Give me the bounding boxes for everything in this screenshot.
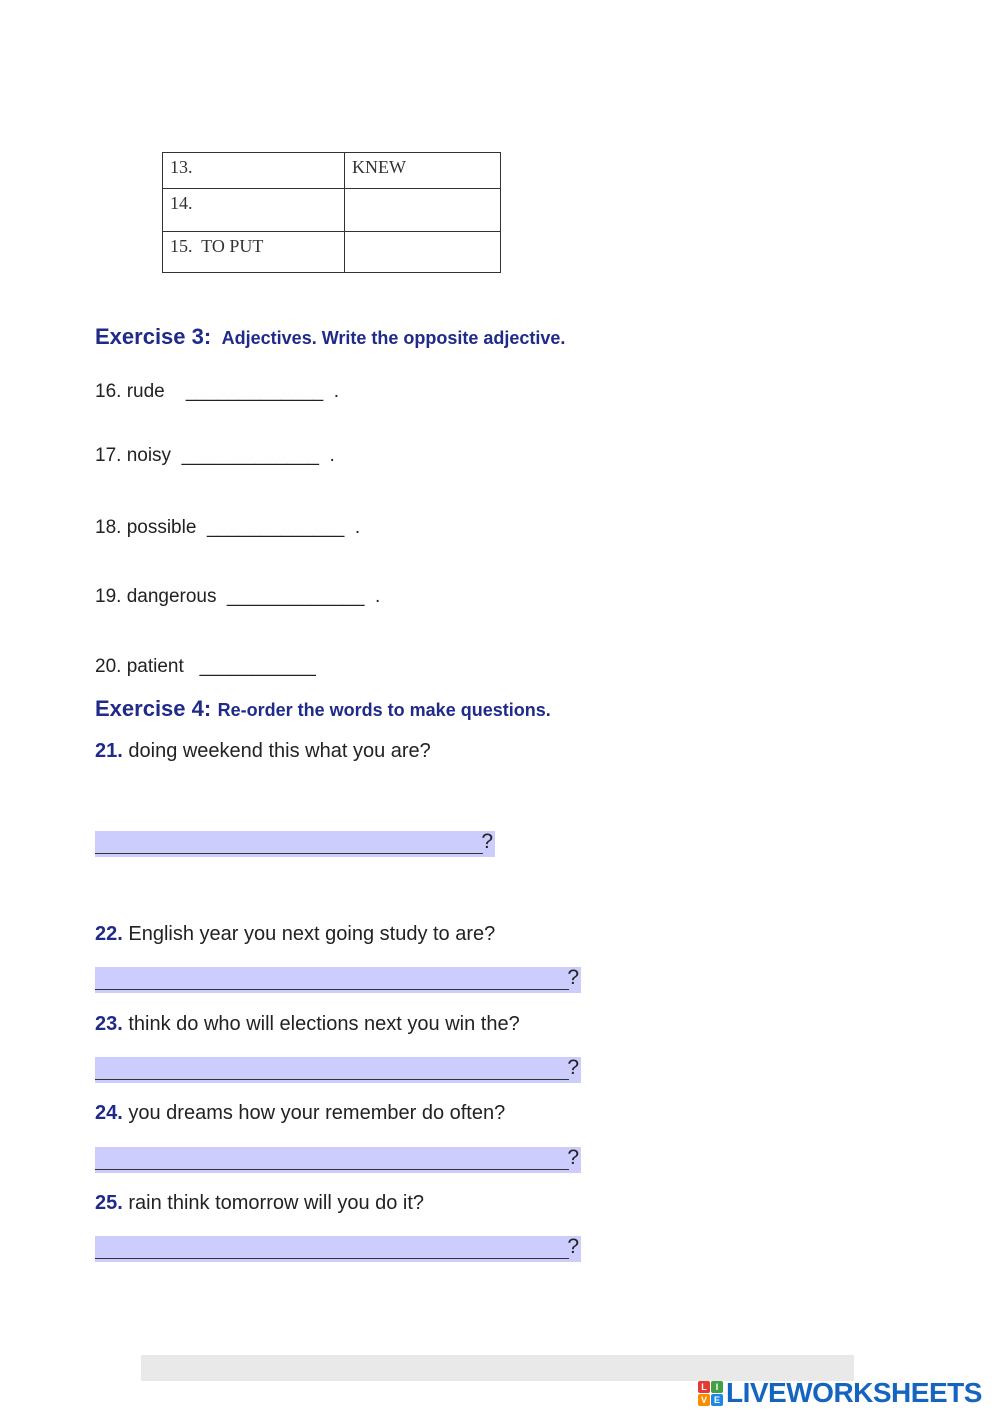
question-mark: ? (567, 1147, 579, 1169)
question-number: 24. (95, 1102, 123, 1124)
question-text: doing weekend this what you are? (128, 740, 431, 762)
answer-input[interactable] (95, 967, 581, 993)
answer-input[interactable] (95, 1057, 581, 1083)
question-number: 22. (95, 923, 123, 945)
question-number: 23. (95, 1013, 123, 1035)
question-text: think do who will elections next you win the? (128, 1013, 520, 1035)
adjective-item: 17. noisy _____________ . (95, 445, 335, 466)
exercise-3-instruction: Adjectives. Write the opposite adjective. (221, 328, 566, 348)
table-cell: KNEW (345, 153, 501, 189)
logo-tile: L (698, 1381, 710, 1393)
adjective-item: 19. dangerous _____________ . (95, 586, 381, 607)
question-text: rain think tomorrow will you do it? (128, 1192, 425, 1214)
logo-tile: I (711, 1381, 723, 1393)
answer-underline (95, 1169, 569, 1170)
table-cell: 13. (163, 153, 345, 189)
question-number: 21. (95, 740, 123, 762)
verb-table (162, 152, 501, 273)
table-cell: 15. TO PUT (163, 232, 345, 273)
exercise-3-label: Exercise 3: (95, 324, 212, 349)
liveworksheets-logo[interactable] (698, 1378, 982, 1408)
table-row (163, 153, 501, 189)
question-mark: ? (481, 831, 493, 853)
answer-underline (95, 989, 569, 990)
question-mark: ? (567, 1057, 579, 1079)
logo-text: LIVEWORKSHEETS (726, 1377, 982, 1408)
question-prompt (95, 1192, 424, 1215)
answer-underline (95, 1079, 569, 1080)
answer-input[interactable] (95, 1147, 581, 1173)
table-row (163, 232, 501, 273)
exercise-4-heading (95, 696, 551, 722)
question-prompt (95, 740, 431, 763)
logo-icon (698, 1381, 723, 1406)
answer-input[interactable] (95, 1236, 581, 1262)
exercise-4-label: Exercise 4: (95, 696, 212, 721)
question-prompt (95, 1102, 505, 1125)
logo-tile: V (698, 1394, 710, 1406)
logo-tile: E (711, 1394, 723, 1406)
exercise-4-instruction: Re-order the words to make questions. (217, 700, 551, 720)
question-mark: ? (567, 1236, 579, 1258)
exercise-3-heading (95, 324, 565, 350)
question-prompt (95, 1013, 520, 1036)
adjective-item: 16. rude _____________ . (95, 381, 340, 402)
table-row (163, 189, 501, 232)
answer-underline (95, 853, 483, 854)
question-text: English year you next going study to are? (128, 923, 496, 945)
answer-input[interactable] (95, 831, 495, 857)
table-cell-answer[interactable] (345, 232, 501, 273)
adjective-item: 18. possible _____________ . (95, 517, 361, 538)
question-text: you dreams how your remember do often? (128, 1102, 506, 1124)
table-cell-answer[interactable] (345, 189, 501, 232)
question-number: 25. (95, 1192, 123, 1214)
question-prompt (95, 923, 495, 946)
answer-underline (95, 1258, 569, 1259)
table-cell: 14. (163, 189, 345, 232)
question-mark: ? (567, 967, 579, 989)
adjective-item: 20. patient ___________ (95, 656, 316, 677)
